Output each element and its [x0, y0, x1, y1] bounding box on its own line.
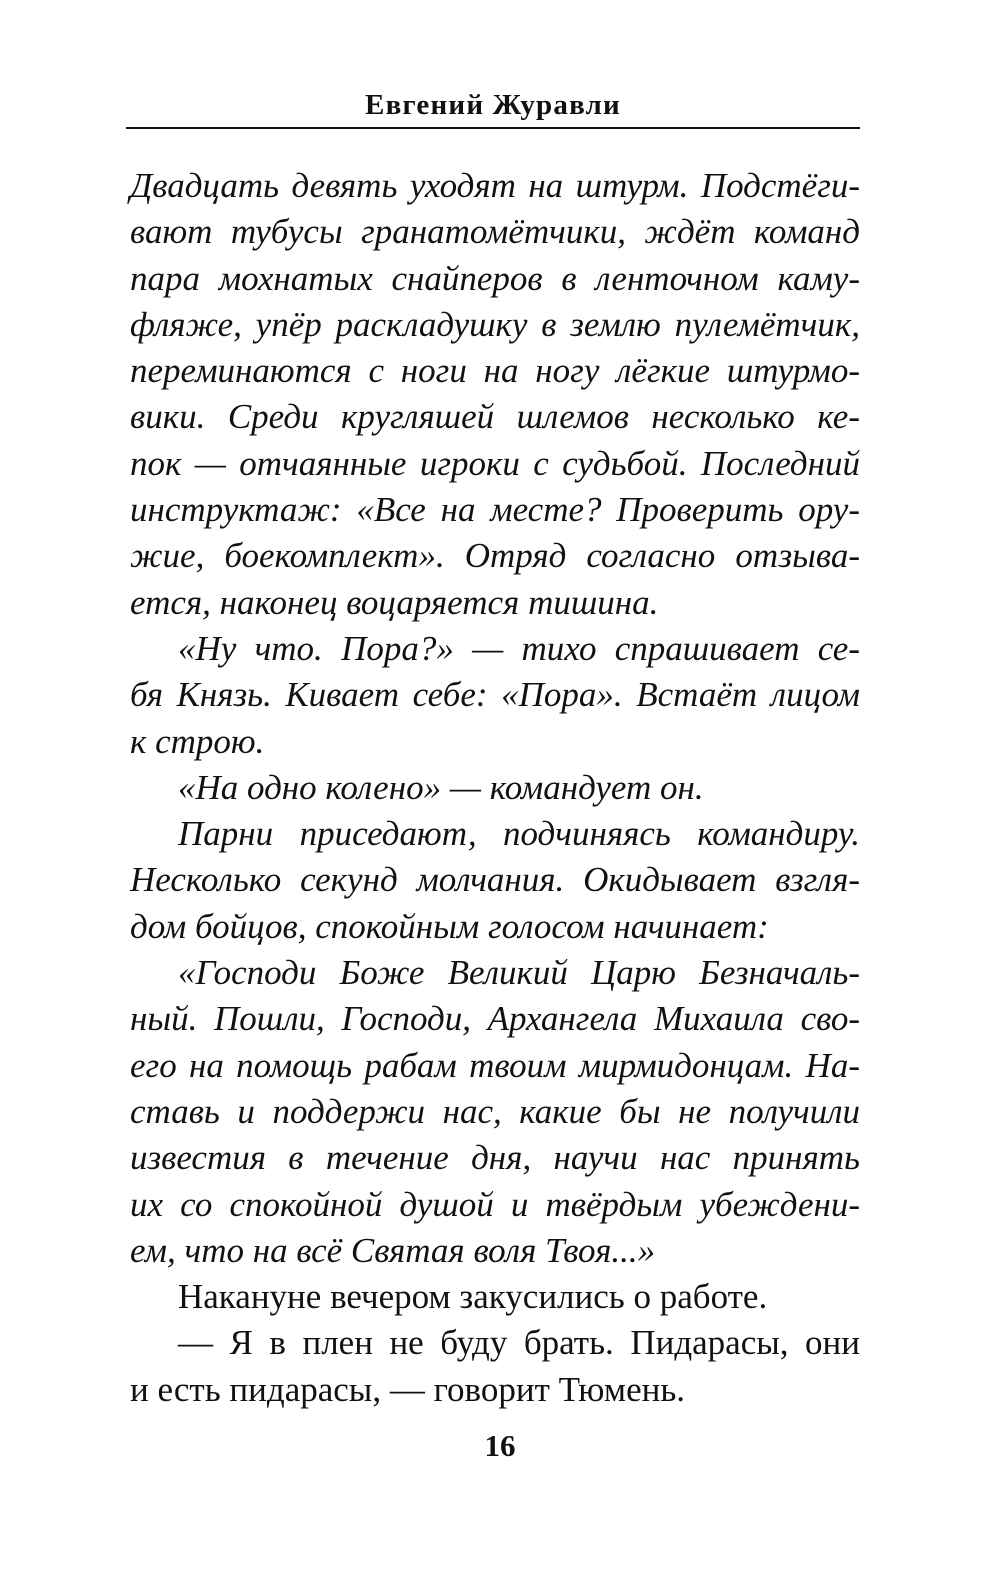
text-line: ется, наконец воцаряется тишина.: [130, 582, 659, 622]
paragraph-one-knee: [130, 765, 860, 811]
text-line: известия в течение дня, научи нас принять: [130, 1138, 860, 1178]
paragraph-previous-evening: [130, 1274, 860, 1320]
text-line: пара мохнатых снайперов в ленточном каму-: [130, 258, 860, 298]
paragraph-tyumen-dialogue: [130, 1320, 860, 1413]
running-head-title: Евгений Журавли: [365, 89, 621, 121]
text-line: инструктаж: «Все на месте? Проверить ору-: [130, 490, 860, 530]
text-line: — Я в плен не буду брать. Пидарасы, они: [178, 1323, 860, 1363]
text-line: дом бойцов, спокойным голосом начинает:: [130, 906, 769, 946]
text-line: вают тубусы гранатомётчики, ждёт команд: [130, 212, 860, 252]
text-line: «Ну что. Пора?» — тихо спрашивает се-: [178, 628, 860, 668]
text-line: Двадцать девять уходят на штурм. Подстёги-: [130, 166, 860, 205]
text-line: жие, боекомплект». Отряд согласно отзыва-: [130, 536, 860, 576]
text-line: «Господи Боже Великий Царю Безначаль-: [178, 953, 860, 993]
text-line: и есть пидарасы, — говорит Тюмень.: [130, 1369, 686, 1409]
page-number: 16: [484, 1428, 516, 1463]
text-line: бя Князь. Кивает себе: «Пора». Встаёт лицом: [130, 675, 860, 715]
text-line: Парни приседают, подчиняясь командиру.: [178, 814, 860, 854]
paragraph-assault-team: [130, 163, 860, 626]
text-line: фляже, упёр раскладушку в землю пулемётчик,: [130, 304, 860, 344]
paragraph-kneeling: [130, 811, 860, 950]
text-line: Накануне вечером закусились о работе.: [178, 1277, 768, 1317]
text-line: их со спокойной душой и твёрдым убеждени-: [130, 1184, 860, 1224]
paragraph-is-it-time: [130, 626, 860, 765]
text-line: его на помощь рабам твоим мирмидонцам. На-: [130, 1045, 860, 1085]
text-line: ставь и поддержи нас, какие бы не получили: [130, 1091, 860, 1131]
text-line: переминаются с ноги на ногу лёгкие штурмо-: [130, 351, 860, 391]
text-line: ный. Пошли, Господи, Архангела Михаила сво-: [130, 999, 860, 1039]
text-line: «На одно колено» — командует он.: [178, 767, 704, 807]
page-body: [130, 163, 860, 1413]
text-line: вики. Среди кругляшей шлемов несколько ке-: [130, 397, 860, 437]
paragraph-prayer: [130, 950, 860, 1274]
text-line: Несколько секунд молчания. Окидывает взгля-: [130, 860, 860, 900]
text-line: ем, что на всё Святая воля Твоя...»: [130, 1230, 656, 1270]
text-line: пок — отчаянные игроки с судьбой. Последний: [130, 443, 860, 483]
header-rule: [126, 127, 860, 129]
text-line: к строю.: [130, 721, 265, 761]
